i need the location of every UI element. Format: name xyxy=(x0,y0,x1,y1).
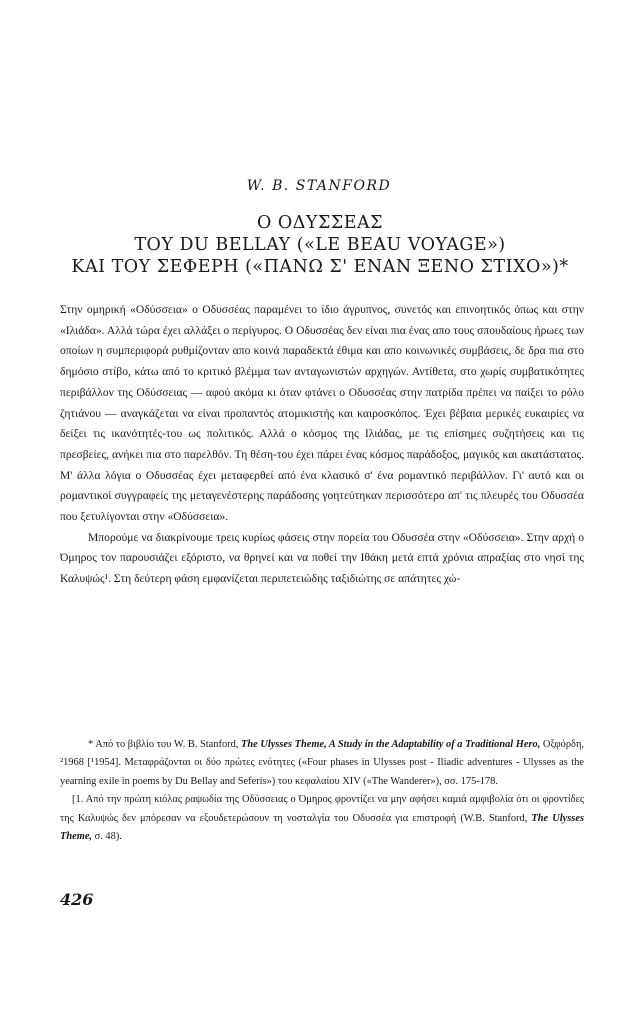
title-line-1: Ο ΟΔΥΣΣΕΑΣ xyxy=(257,213,383,233)
footnote-asterisk-text-a: * Από το βιβλίο του W. B. Stanford, xyxy=(88,739,241,750)
page-number: 426 xyxy=(60,890,94,909)
footnotes xyxy=(60,736,584,846)
article-body xyxy=(60,300,584,590)
article-title xyxy=(40,212,600,278)
title-line-3: ΚΑΙ ΤΟΥ ΣΕΦΕΡΗ («ΠΑΝΩ Σ' ΕΝΑΝ ΞΕΝΟ ΣΤΙΧΟ»)* xyxy=(71,257,569,277)
author-name: W. B. STANFORD xyxy=(246,178,392,194)
footnote-1 xyxy=(60,791,584,846)
footnote-1-text-b: σ. 48). xyxy=(92,831,122,843)
body-paragraph-2: Μπορούμε να διακρίνουμε τρεις κυρίως φάσεις στην πορεία του Οδυσσέα στην «Οδύσσεια». Στην αρχή ο Όμηρος τον παρουσιάζει εξόριστο, να θρηνεί και να ποθεί την Ιθάκη μετά επτά χρόνια απραξίας στο νησί της Καλυψώς¹. Στη δεύτερη φάση εμφανίζεται περιπετειώδης ταξιδιώτης σε απάτητες χώ- xyxy=(60,530,584,586)
footnote-1-text-a: [1. Από την πρώτη κιόλας ραψωδία της Οδύσσειας ο Όμηρος φροντίζει να μην αφήσει καμιά αμφιβολία ότι οι φροντίδες της Καλυψώς δεν μπόρεσαν να εξουδετερώσουν τη νοσταλγία του Οδυσσέα για επιστροφή (W.B. Stanford, xyxy=(60,794,584,824)
title-line-2: ΤΟΥ DU BELLAY («LE BEAU VOYAGE») xyxy=(134,235,506,255)
footnote-asterisk xyxy=(60,736,584,791)
body-paragraph-1: Στην ομηρική «Οδύσσεια» ο Οδυσσέας παραμένει το ίδιο άγρυπνος, συνετός και επινοητικός όπως και στην «Ιλιάδα». Αλλά τώρα έχει αλλάξει ο περίγυρος. Ο Οδυσσέας δεν είναι πια ένας απο τους σπουδαίους ήρωες των οποίων η συμπεριφορά ρυθμίζονταν απο κοινά παραδεκτά έθιμα και απο κοινωνικές συμβάσεις, δε δρα πια στο δημόσιο στίβο, κάτω από το κριτικό βλέμμα των ανταγωνιστών αρχηγών. Αντίθετα, στο χωρίς συμβατικότητες περιβάλλον της Οδύσσειας — αφού ακόμα κι όταν φτάνει ο Οδυσσέας στην πατρίδα πρέπει να παίξει το ρόλο ζητιάνου — αναγκάζεται να είναι προπαντός ατομικιστής και καιροσκόπος. Έχει βέβαια μερικές ευκαιρίες να δείξει τις ικανότητές-του ως πολιτικός. Αλλά ο κόσμος της Ιλιάδας, με τις επίσημες συζητήσεις και τις πρεσβείες, ανήκει πια στο παρελθόν. Τη θέση-του έχει πάρει ένας κόσμος παράδοξος, μαγικός και ακατάστατος. Μ' άλλα λόγια ο Οδυσσέας έχει μεταφερθεί από ένα κλασικό σ' ένα ρομαντικό περιβάλλον. Γι' αυτό και οι ρομαντικοί συγγραφείς της μεταγενέστερης παράδοσης γοητεύτηκαν περισσότερο απ' τις πλευρές του Οδυσσέα που ξετυλίγονται στην «Οδύσσεια». xyxy=(60,303,584,524)
footnote-asterisk-book-title: The Ulysses Theme, A Study in the Adaptability of a Traditional Hero, xyxy=(241,739,541,750)
footnote-1-book-title: The Ulysses Theme, xyxy=(60,812,584,843)
footnote-asterisk-text-b: Οξφόρδη, ²1968 [¹1954]. Μεταφράζονται οι δύο πρώτες ενότητες («Four phases in Ulysses post - Iliadic adventures - Ulysses as the yearning exile in poems by Du Bellay and Seferis») του κεφαλαίου XIV («The Wanderer»), σσ. 175-178. xyxy=(60,739,584,787)
